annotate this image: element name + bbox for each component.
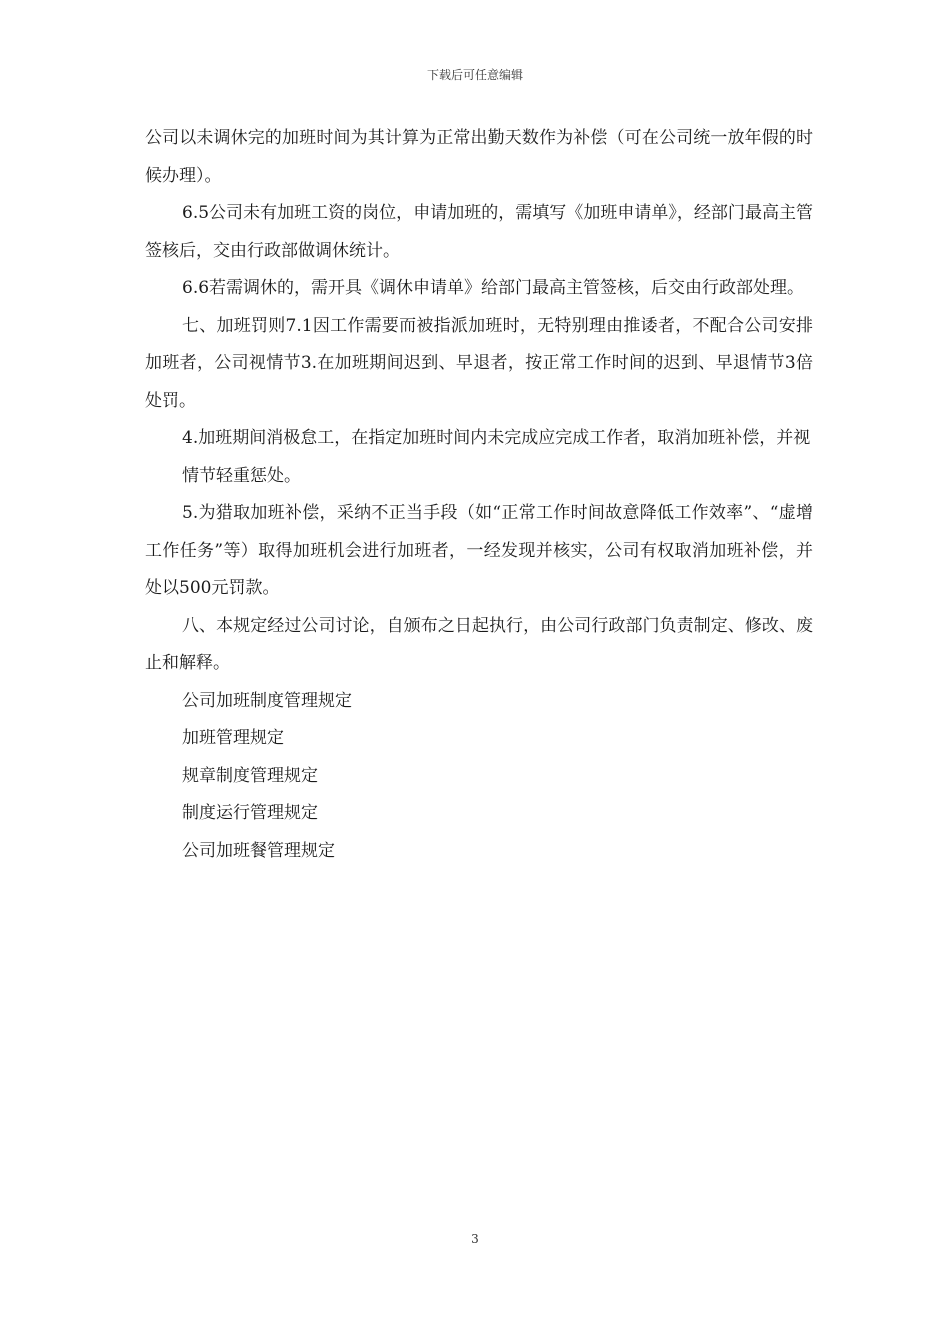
related-title-1: 公司加班制度管理规定 <box>182 690 352 711</box>
document-body <box>145 120 813 870</box>
page-number: 3 <box>471 1232 479 1246</box>
paragraph-section-8: 八、本规定经过公司讨论，自颁布之日起执行，由公司行政部门负责制定、修改、废止和解释。 <box>145 615 813 673</box>
paragraph-6-6: 6.6若需调休的，需开具《调休申请单》给部门最高主管签核，后交由行政部处理。 <box>182 278 805 298</box>
paragraph-item-4-continued: 情节轻重惩处。 <box>182 465 301 486</box>
paragraph-item-5: 5.为猎取加班补偿，采纳不正当手段（如“正常工作时间故意降低工作效率”、“虚增工作任务”等）取得加班机会进行加班者，一经发现并核实，公司有权取消加班补偿，并处以500元罚款。 <box>145 503 813 598</box>
related-title-5: 公司加班餐管理规定 <box>182 840 335 861</box>
page-header: 下载后可任意编辑 <box>426 68 523 82</box>
paragraph-6-5: 6.5公司未有加班工资的岗位，申请加班的，需填写《加班申请单》，经部门最高主管签核后，交由行政部做调休统计。 <box>145 203 813 261</box>
related-title-4: 制度运行管理规定 <box>182 803 318 823</box>
related-title-3: 规章制度管理规定 <box>182 765 318 786</box>
paragraph-compensation: 公司以未调休完的加班时间为其计算为正常出勤天数作为补偿（可在公司统一放年假的时候办理）。 <box>145 128 813 186</box>
paragraph-section-7: 七、加班罚则7.1因工作需要而被指派加班时，无特别理由推诿者，不配合公司安排加班者，公司视情节3.在加班期间迟到、早退者，按正常工作时间的迟到、早退情节3倍处罚。 <box>145 315 813 411</box>
related-title-2: 加班管理规定 <box>182 728 284 748</box>
paragraph-item-4: 4.加班期间消极怠工，在指定加班时间内未完成应完成工作者，取消加班补偿，并视 <box>182 428 811 448</box>
